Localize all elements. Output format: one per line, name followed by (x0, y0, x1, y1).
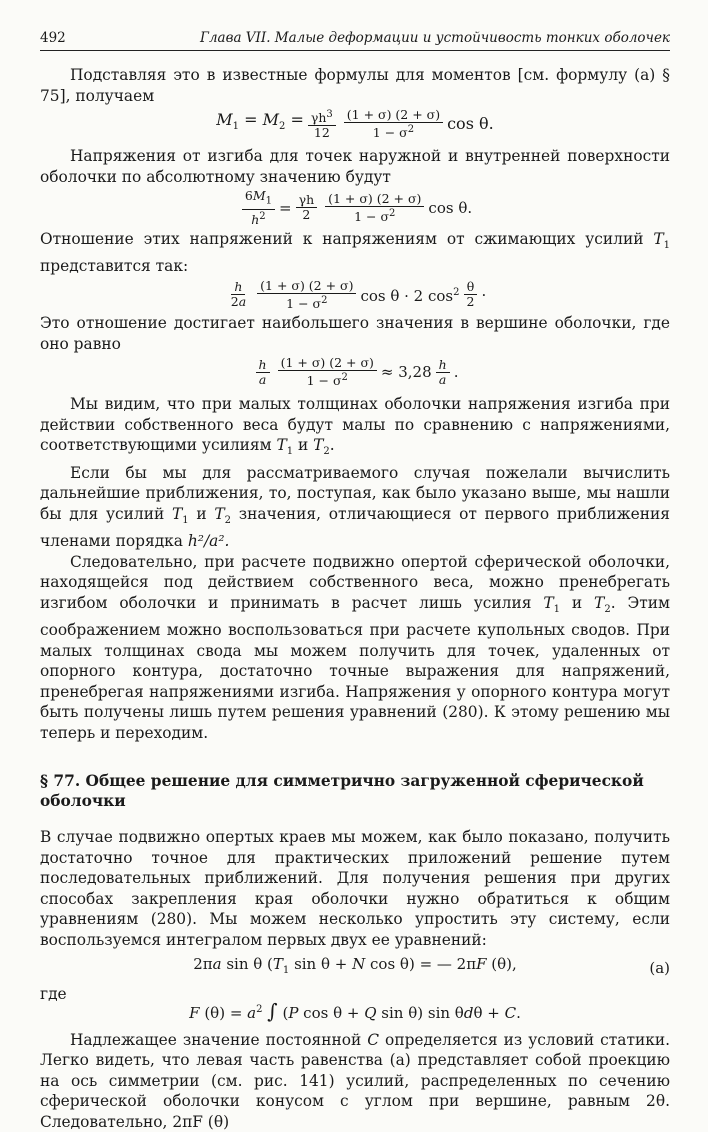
paragraph-5: Мы видим, что при малых толщинах оболочки напряжения изгиба при действии собственного веса будут малы по сравнению с напряжениями, соответствующими усилиям $T_1$ и $T_2$. (40, 395, 670, 458)
word-gde: где (40, 984, 67, 1003)
page-body (40, 65, 670, 1132)
paragraph-8: В случае подвижно опертых краев мы можем, как было показано, получить достаточно точное для практических приложений решение путем последовательных приближений. Для получения решения при других способах закрепления края оболочки нужно обратиться к общим уравнениям (280). Мы можем несколько упростить эту систему, если воспользуемся интегралом первых двух ее уравнений: (40, 828, 670, 949)
paragraph-4: Это отношение достигает наибольшего значения в вершине оболочки, где оно равно (40, 314, 670, 353)
paragraph-3: Отношение этих напряжений к напряжениям от сжимающих усилий $T_1$ представится так: (40, 229, 670, 276)
paragraph-9: Надлежащее значение постоянной C определяется из условий статики. Легко видеть, что левая часть равенства (а) представляет собой проекцию на ось симметрии (см. рис. 141) усилий, распределенных по сечению сферической оболочки конусом с углом при вершине, равным 2θ. Следовательно, 2πF (θ) (40, 1030, 670, 1131)
running-header (40, 30, 670, 51)
page-number: 492 (40, 30, 66, 46)
equation-moments: $M_1 = M_2$ = $\frac{\gamma h^3}{12}$ $\frac{(1 + \sigma) (2 + \sigma)}{1 - \sigma^2}$ cos θ. (216, 107, 494, 141)
equation-label: (а) (649, 958, 670, 977)
equation-ratio: $\frac{h}{2a}$ $\frac{(1 + \sigma) (2 + \sigma)}{1 - \sigma^2}$ cos θ · 2 $\cos^2$ $\frac{\theta}{2}$ · (230, 277, 487, 312)
equation-F: F $(\theta) = a^2$ ∫ (P cos θ + Q sin θ) sin θdθ + C. (189, 999, 521, 1024)
paragraph-2: Напряжения от изгиба для точек наружной и внутренней поверхности оболочки по абсолютному значению будут (40, 147, 670, 186)
equation-max-ratio: $\frac{h}{a}$ $\frac{(1 + \sigma) (2 + \sigma)}{1 - \sigma^2}$ ≈ 3,28 $\frac{h}{a}$ . (40, 356, 670, 388)
page (40, 30, 670, 1132)
paragraph-7: Следовательно, при расчете подвижно опертой сферической оболочки, находящейся под действием собственного веса, можно пренебрегать изгибом оболочки и принимать в расчет лишь усилия $T_1$ и $T_2$. Этим соображением можно воспользоваться при расчете купольных сводов. При малых толщинах свода мы можем получить для точек, удаленных от опорного контура, достаточно точные выражения для напряжений, пренебрегая напряжениями изгиба. Напряжения у опорного контура могут быть получены лишь путем решения уравнений (280). К этому решению мы теперь и переходим. (40, 552, 671, 742)
equation-bending-stress: $\frac{6M_1}{h^2}$ = $\frac{\gamma h}{2}$ $\frac{(1 + \sigma) (2 + \sigma)}{1 - \sigma^2}$ cos θ. (40, 189, 670, 227)
equation-a: 2πa sin θ ($T_1$ sin θ + N cos θ) = — 2πF (θ), (а) (193, 955, 670, 977)
section-heading: § 77. Общее решение для симметрично загруженной сферической оболочки (40, 772, 644, 811)
paragraph-6: Если бы мы для рассматриваемого случая пожелали вычислить дальнейшие приближения, то, поступая, как было указано выше, мы нашли бы для усилий $T_1$ и $T_2$ значения, отличающиеся от первого приближения членами порядка h²/a². (40, 463, 670, 551)
chapter-title: Глава VII. Малые деформации и устойчивость тонких оболочек (200, 30, 670, 46)
paragraph-1: Подставляя это в известные формулы для моментов [см. формулу (а) § 75], получаем (40, 66, 670, 105)
